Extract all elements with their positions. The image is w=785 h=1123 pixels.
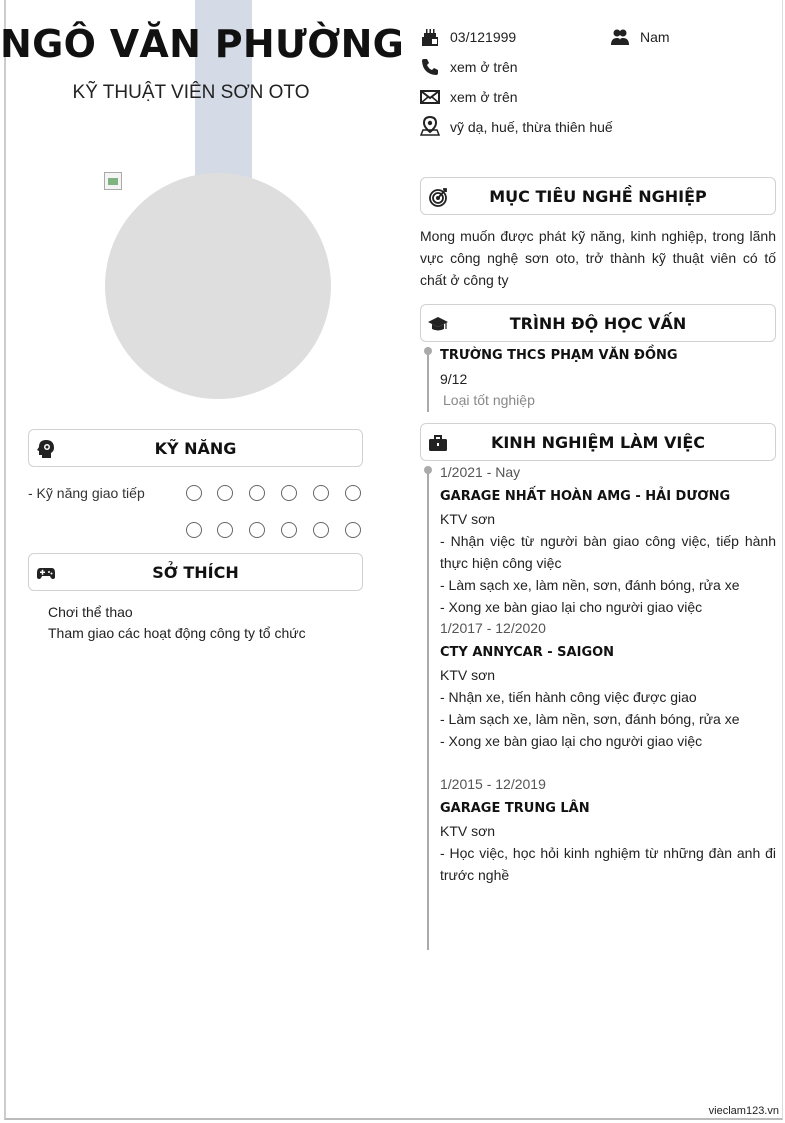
job-line: - Nhận xe, tiến hành công việc được giao [440, 689, 697, 705]
education-timeline [427, 350, 429, 412]
birthday-value: 03/121999 [450, 29, 517, 45]
rating-dot[interactable] [217, 522, 233, 538]
objective-line: vực công nghệ sơn oto, trở thành kỹ thuật viên có tố [420, 250, 776, 266]
hobby-item: Chơi thể thao [48, 604, 133, 620]
rating-dot[interactable] [281, 485, 297, 501]
email-value: xem ở trên [450, 89, 518, 105]
job-position: KTV sơn [440, 667, 496, 683]
phone-value: xem ở trên [450, 59, 518, 75]
objective-line: chất ở công ty [420, 272, 509, 288]
experience-title: KINH NGHIỆM LÀM VIỆC [490, 433, 706, 452]
rating-dot[interactable] [313, 522, 329, 538]
timeline-dot [424, 466, 432, 474]
job-company: CTY ANNYCAR - SAIGON [440, 645, 615, 660]
job-line: - Làm sạch xe, làm nền, sơn, đánh bóng, rửa xe [440, 577, 740, 593]
objective-header [420, 177, 776, 215]
footer-brand: vieclam123.vn [708, 1105, 779, 1117]
job-line: - Làm sạch xe, làm nền, sơn, đánh bóng, rửa xe [440, 711, 740, 727]
job-period: 1/2017 - 12/2020 [440, 620, 546, 636]
experience-timeline [427, 468, 429, 950]
phone-icon [420, 57, 440, 77]
job-line: thực hiện công việc [440, 555, 562, 571]
job-company: GARAGE NHẤT HOÀN AMG - HẢI DƯƠNG [440, 489, 731, 504]
school-rank: Loại tốt nghiệp [443, 392, 535, 408]
avatar [105, 173, 331, 399]
objective-line: Mong muốn được phát kỹ năng, kinh nghiệp, trong lãnh [420, 228, 776, 244]
birthday-cake-icon [420, 27, 440, 47]
gender-value: Nam [640, 29, 670, 45]
job-line: - Xong xe bàn giao lại cho người giao việc [440, 733, 703, 749]
hobby-item: Tham giao các hoạt động công ty tổ chức [48, 625, 306, 641]
objective-text [420, 225, 776, 291]
job-description [440, 530, 776, 618]
rating-dot[interactable] [345, 522, 361, 538]
candidate-name: NGÔ VĂN PHƯỜNG [0, 22, 405, 66]
education-title: TRÌNH ĐỘ HỌC VẤN [509, 314, 687, 333]
job-position: KTV sơn [440, 823, 496, 839]
school-grade: 9/12 [440, 371, 468, 387]
job-description [440, 842, 776, 886]
rating-dot[interactable] [217, 485, 233, 501]
skills-title: KỸ NĂNG [154, 439, 237, 458]
job-period: 1/2015 - 12/2019 [440, 776, 546, 792]
rating-dot[interactable] [313, 485, 329, 501]
job-line: - Xong xe bàn giao lại cho người giao việc [440, 599, 703, 615]
rating-dot[interactable] [186, 485, 202, 501]
job-line: - Học việc, học hỏi kinh nghiệm từ những đàn anh đi [440, 845, 776, 861]
education-header [420, 304, 776, 342]
hobbies-header [28, 553, 363, 591]
rating-dot[interactable] [249, 485, 265, 501]
timeline-dot [424, 347, 432, 355]
address-value: vỹ dạ, huế, thừa thiên huế [450, 119, 613, 135]
rating-dot[interactable] [186, 522, 202, 538]
experience-header [420, 423, 776, 461]
hobbies-title: SỞ THÍCH [152, 563, 239, 582]
job-period: 1/2021 - Nay [440, 464, 521, 480]
skills-header [28, 429, 363, 467]
job-line: trước nghề [440, 867, 510, 883]
job-description [440, 686, 776, 752]
job-line: - Nhận việc từ người bàn giao công việc, tiếp hành [440, 533, 776, 549]
email-icon [420, 87, 440, 107]
location-pin-icon [420, 116, 440, 136]
objective-title: MỤC TIÊU NGHỀ NGHIỆP [489, 187, 707, 206]
skill-label: - Kỹ năng giao tiếp [28, 485, 145, 501]
job-position: KTV sơn [440, 511, 496, 527]
gender-icon [610, 27, 630, 47]
rating-dot[interactable] [345, 485, 361, 501]
school-name: TRƯỜNG THCS PHẠM VĂN ĐỒNG [440, 348, 678, 363]
broken-image-icon [104, 172, 122, 190]
rating-dot[interactable] [281, 522, 297, 538]
job-title: KỸ THUẬT VIÊN SƠN OTO [72, 82, 310, 103]
job-company: GARAGE TRUNG LÂN [440, 801, 590, 816]
rating-dot[interactable] [249, 522, 265, 538]
